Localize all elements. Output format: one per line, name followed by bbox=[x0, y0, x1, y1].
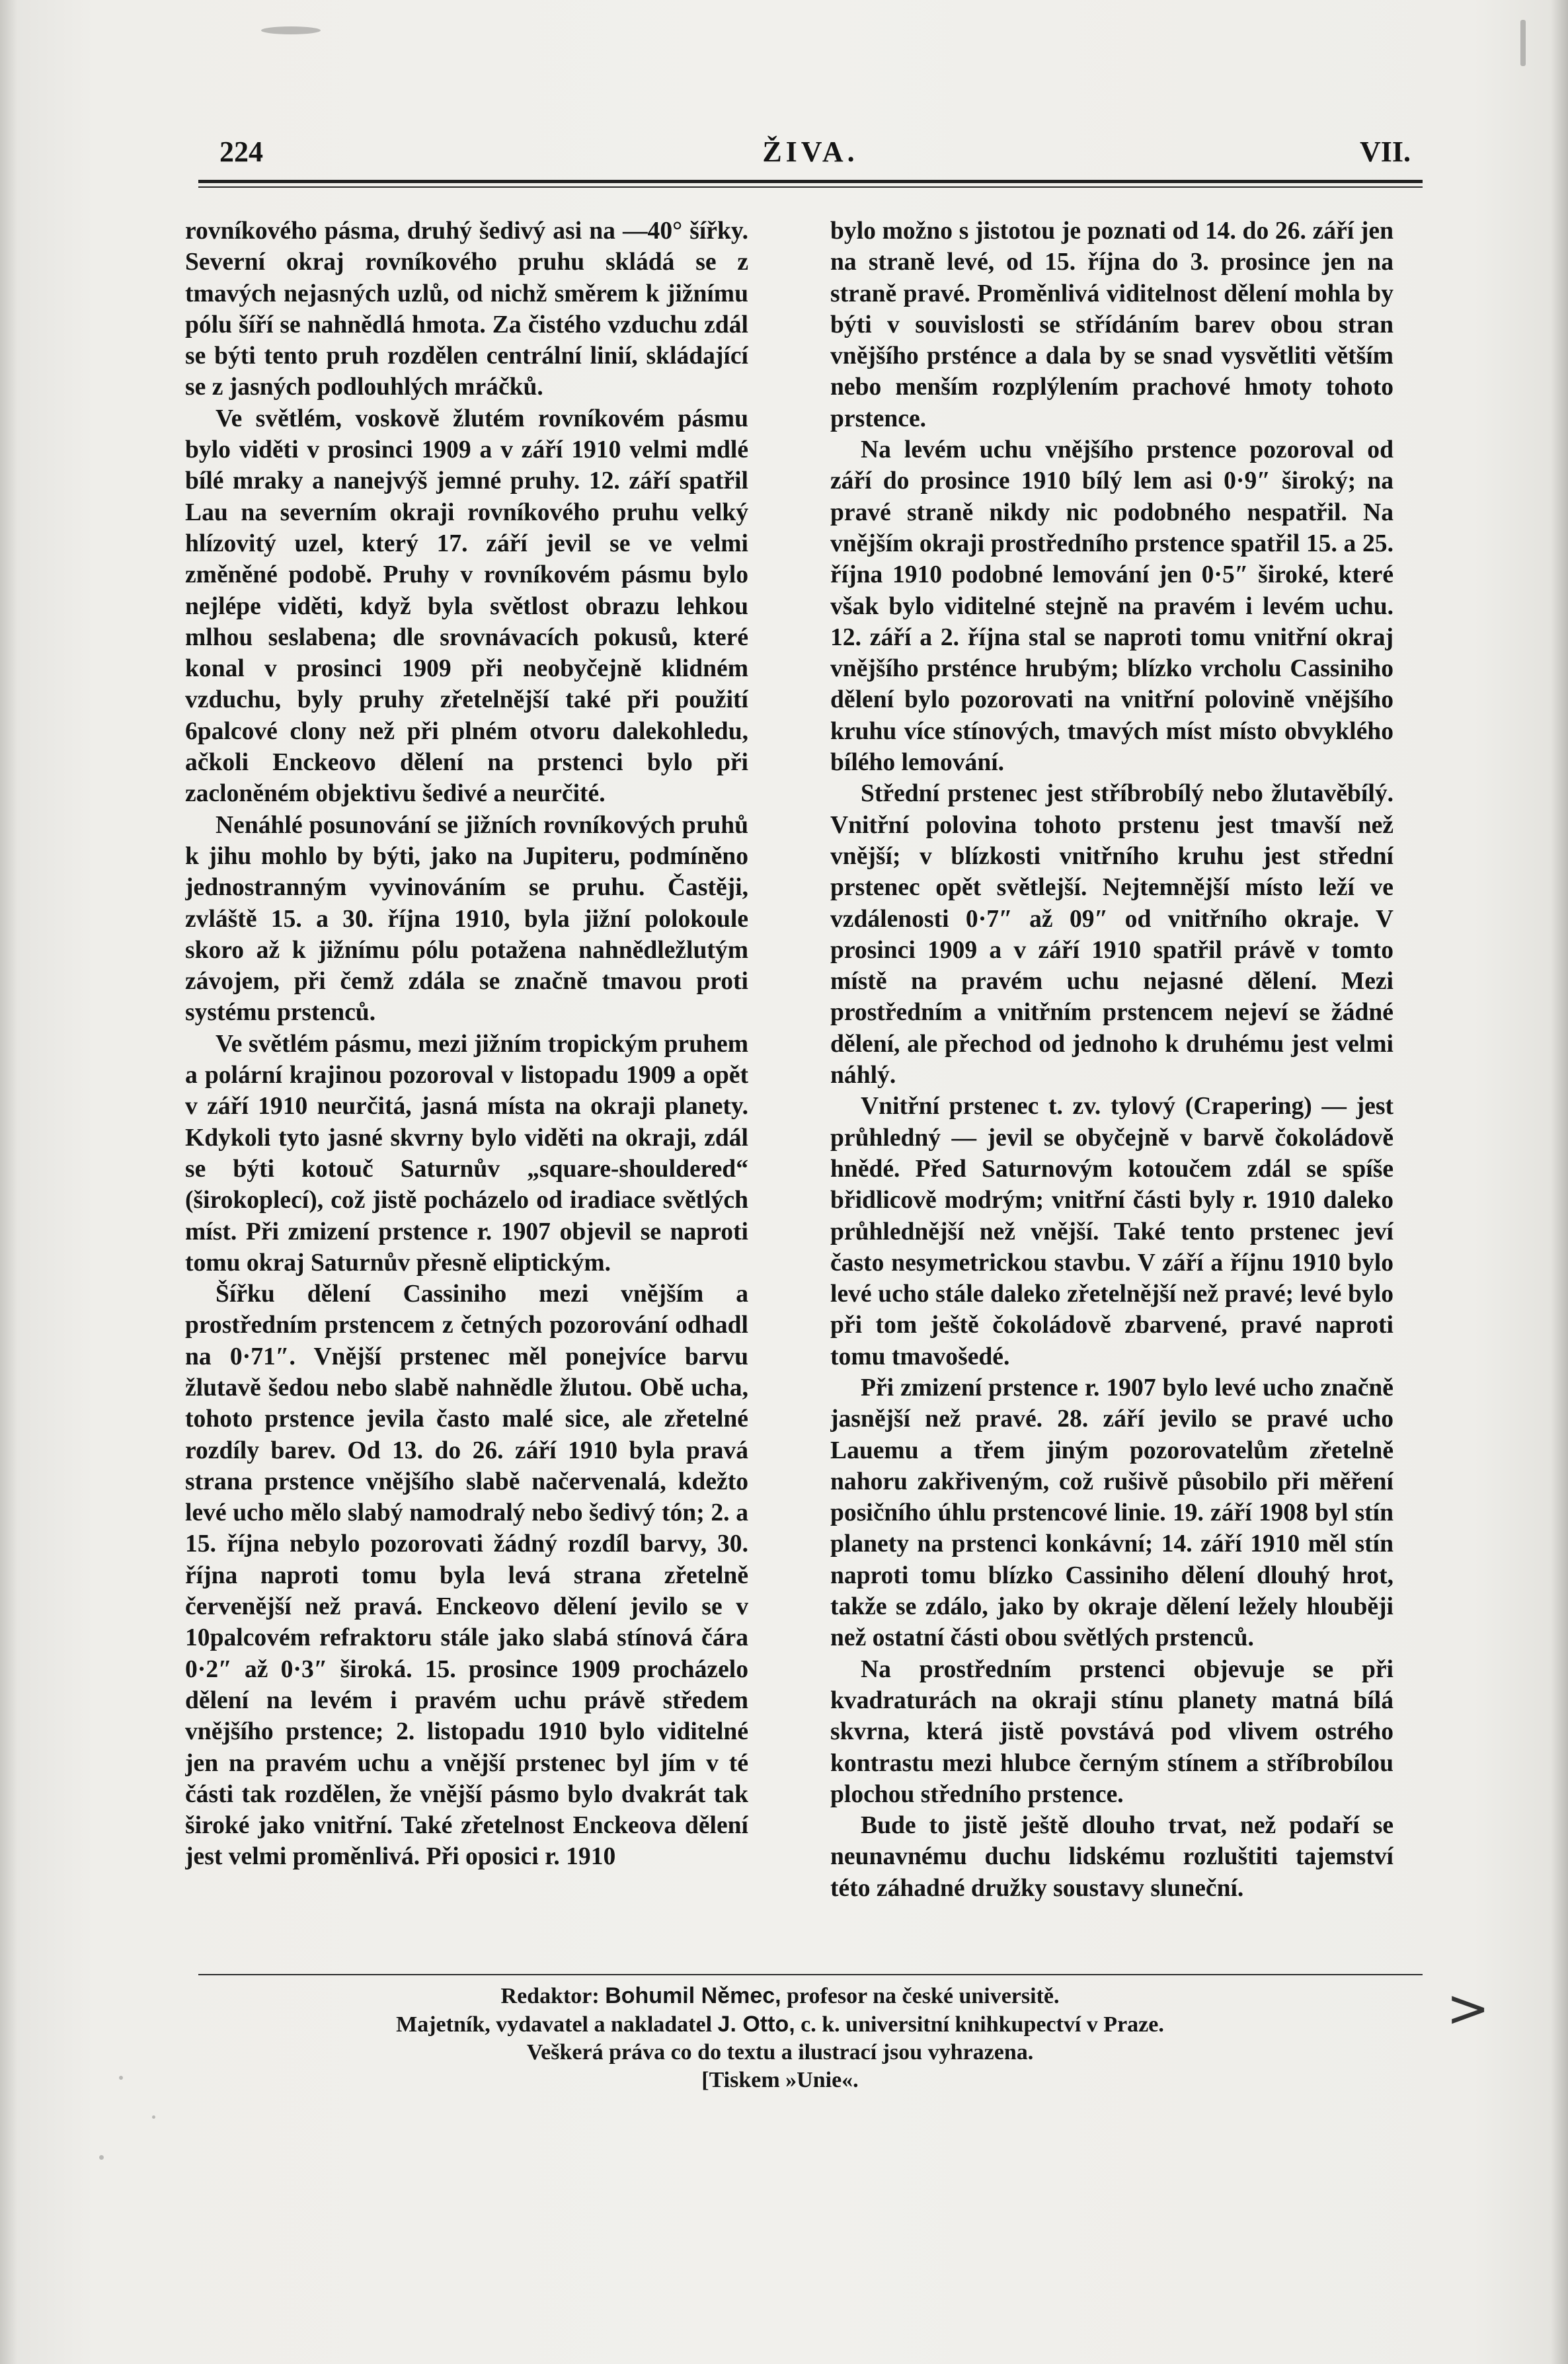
running-header bbox=[198, 130, 1423, 176]
right-column bbox=[830, 216, 1393, 1974]
paragraph: Střední prstenec jest stříbrobílý nebo žlutavěbílý. Vnitřní polovina tohoto prstenu jest tmavší než vnější; v blízkosti vnitřního kruhu jest střední prstenec opět světlejší. Nejtemnější místo leží ve vzdálenosti 0·7″ až 09″ od vnitřního okraje. V prosinci 1909 a v září 1910 spatřil právě v tomto místě na pravém uchu nejasné dělení. Mezi prostředním a vnitřním prstencem nejeví se žádné dělení, ale přechod od jednoho k druhému jest velmi náhlý. bbox=[830, 780, 1393, 1089]
printer-line: [Tiskem »Unie«. bbox=[701, 2068, 859, 2092]
header-rule-thick bbox=[198, 180, 1423, 183]
scan-speck bbox=[99, 2155, 104, 2160]
editor-name: Bohumil Němec, bbox=[605, 1983, 781, 2008]
page-edge-right bbox=[1551, 0, 1568, 2364]
editor-suffix: profesor na české universitě. bbox=[787, 1984, 1060, 2008]
paragraph: Nenáhlé posunování se jižních rovníkových pruhů k jihu mohlo by býti, jako na Jupiteru, podmíněno jednostranným vyvinováním se pruhu. Častěji, zvláště 15. a 30. října 1910, byla jižní polokoule skoro až k jižnímu pólu potažena nahnědležlutým závojem, při čemž zdála se značně tmavou proti systému prstenců. bbox=[185, 811, 748, 1027]
publisher-prefix: Majetník, vydavatel a nakladatel bbox=[396, 2012, 713, 2037]
paragraph: bylo možno s jistotou je poznati od 14. do 26. září jen na straně levé, od 15. října do 3. prosince jen na straně pravé. Proměnlivá viditelnost dělení mohla by býti v souvislosti se střídáním barev obou stran vnějšího prsténce a dala by se snad vysvětliti větším nebo menším rozplýlením prachové hmoty tohoto prstence. bbox=[830, 217, 1393, 432]
paragraph: rovníkového pásma, druhý šedivý asi na —40° šířky. Severní okraj rovníkového pruhu skládá se z tmavých nejasných uzlů, od nichž směrem k jižnímu pólu šíří se nahnědlá hmota. Za čistého vzduchu zdál se býti tento pruh rozdělen centrální linií, skládající se z jasných podlouhlých mráčků. bbox=[185, 217, 748, 401]
paragraph: Na prostředním prstenci objevuje se při kvadraturách na okraji stínu planety matná bílá skvrna, která jistě povstává pod vlivem ostrého kontrastu mezi hlubce černým stínem a stříbrobílou plochou středního prstence. bbox=[830, 1655, 1393, 1808]
paragraph: Vnitřní prstenec t. zv. tylový (Crapering) — jest průhledný — jevil se obyčejně v barvě čokoládově hnědé. Před Saturnovým kotoučem zdál se spíše břidlicově modrým; vnitřní části byly r. 1910 daleko průhlednější než vnější. Také tento prstenec jeví často nesymetrickou stavbu. V září a říjnu 1910 bylo levé ucho stále daleko zřetelnější než pravé; levé bylo při tom ještě čokoládově zbarvené, pravé naproti tomu tmavošedé. bbox=[830, 1093, 1393, 1370]
paragraph: Při zmizení prstence r. 1907 bylo levé ucho značně jasnější než pravé. 28. září jevilo se pravé ucho Lauemu a třem jiným pozorovatelům zřetelně nahoru zakřiveným, což rušivě působilo při měření posičního úhlu prstencové linie. 19. září 1908 byl stín planety na prstenci konkávní; 14. září 1910 měl stín naproti tomu blízko Cassiniho dělení dlouhý hrot, takže se zdálo, jako by okraje dělení ležely hlouběji než ostatní části obou světlých prstenců. bbox=[830, 1374, 1393, 1652]
paragraph: Bude to jistě ještě dlouho trvat, než podaří se neunavnému duchu lidskému rozluštiti tajemství této záhadné družky soustavy sluneční. bbox=[830, 1812, 1393, 1902]
scan-speck bbox=[261, 26, 321, 34]
imprint bbox=[218, 1982, 1342, 2094]
publisher-suffix: c. k. universitní knihkupectví v Praze. bbox=[801, 2012, 1164, 2037]
paragraph: Ve světlém pásmu, mezi jižním tropickým pruhem a polární krajinou pozoroval v listopadu 1909 a opět v září 1910 neurčitá, jasná místa na okraji planety. Kdykoli tyto jasné skvrny bylo viděti na okraji, zdál se býti kotouč Saturnův „square-shouldered“ (širokoplecí), což jistě pocházelo od iradiace světlých míst. Při zmizení prstence r. 1907 objevil se naproti tomu okraj Saturnův přesně eliptickým. bbox=[185, 1030, 748, 1277]
publisher-name: J. Otto, bbox=[717, 2012, 795, 2037]
paragraph: Na levém uchu vnějšího prstence pozoroval od září do prosince 1910 bílý lem asi 0·9″ široký; na pravé straně nikdy nic podobného nespatřil. Na vnějším okraji prostředního prstence spatřil 15. a 25. října 1910 podobné lemování jen 0·5″ široké, které však bylo viditelné stejně na pravém i levém uchu. 12. září a 2. října stal se naproti tomu vnitřní okraj vnějšího prsténce hrubým; blízko vrcholu Cassiniho dělení bylo pozorovati na vnitřní polovině vnějšího kruhu více stínových, tmavých míst místo obvyklého bílého lemování. bbox=[830, 436, 1393, 777]
editor-prefix: Redaktor: bbox=[500, 1984, 600, 2008]
page-number: 224 bbox=[219, 136, 263, 168]
left-column bbox=[185, 216, 748, 1974]
paragraph: Šířku dělení Cassiniho mezi vnějším a prostředním prstencem z četných pozorování odhadl na 0·71″. Vnější prstenec měl ponejvíce barvu žlutavě šedou nebo slabě nahnědle žlutou. Obě ucha, tohoto prstence jevila často malé sice, ale zřetelné rozdíly barev. Od 13. do 26. září 1910 byla pravá strana prstence vnějšího slabě načervenalá, kdežto levé ucho mělo slabý namodralý nebo šedivý tón; 2. a 15. října nebylo pozorovati žádný rozdíl barvy, 30. října naproti tomu byla levá strana zřetelně červenější než pravá. Enckeovo dělení jevilo se v 10palcovém refraktoru stále jako slabá stínová čára 0·2″ až 0·3″ široká. 15. prosince 1909 procházelo dělení na levém i pravém uchu právě středem vnějšího prstence; 2. listopadu 1910 bylo viditelné jen na pravém uchu a vnější prstenec byl jím v té části tak rozdělen, že vnější pásmo bylo dvakrát tak široké jako vnitřní. Také zřetelnost Enckeova dělení jest velmi proměnlivá. Při oposici r. 1910 bbox=[185, 1280, 748, 1871]
journal-title: ŽIVA. bbox=[762, 136, 859, 168]
footer-rule bbox=[198, 1974, 1423, 1975]
paragraph: Ve světlém, voskově žlutém rovníkovém pásmu bylo viděti v prosinci 1909 a v září 1910 velmi mdlé bílé mraky a nanejvýš jemné pruhy. 12. září spatřil Lau na severním okraji rovníkového pruhu velký hlízovitý uzel, který 17. září jevil se ve velmi změněné podobě. Pruhy v rovníkovém pásmu bylo nejlépe viděti, když byla světlost obrazu lehkou mlhou seslabena; dle srovnávacích pokusů, které konal v prosinci 1909 při neobyčejně klidném vzduchu, byly pruhy zřetelnější také při použití 6palcové clony než při plném otvoru dalekohledu, ačkoli Enckeovo dělení na prstenci bylo při zacloněném objektivu šedivé a neurčité. bbox=[185, 405, 748, 808]
publisher-line bbox=[218, 2010, 1342, 2039]
page-edge-left bbox=[0, 0, 17, 2364]
rights-line: Veškerá práva co do textu a ilustrací jsou vyhrazena. bbox=[526, 2040, 1034, 2065]
header-rule-thin bbox=[198, 186, 1423, 188]
scan-speck bbox=[119, 2076, 123, 2080]
scan-speck bbox=[152, 2115, 155, 2119]
margin-mark-icon: > bbox=[1446, 1979, 1490, 2039]
volume-number: VII. bbox=[1359, 136, 1411, 168]
scan-speck bbox=[1520, 20, 1526, 66]
editor-line bbox=[218, 1982, 1342, 2010]
